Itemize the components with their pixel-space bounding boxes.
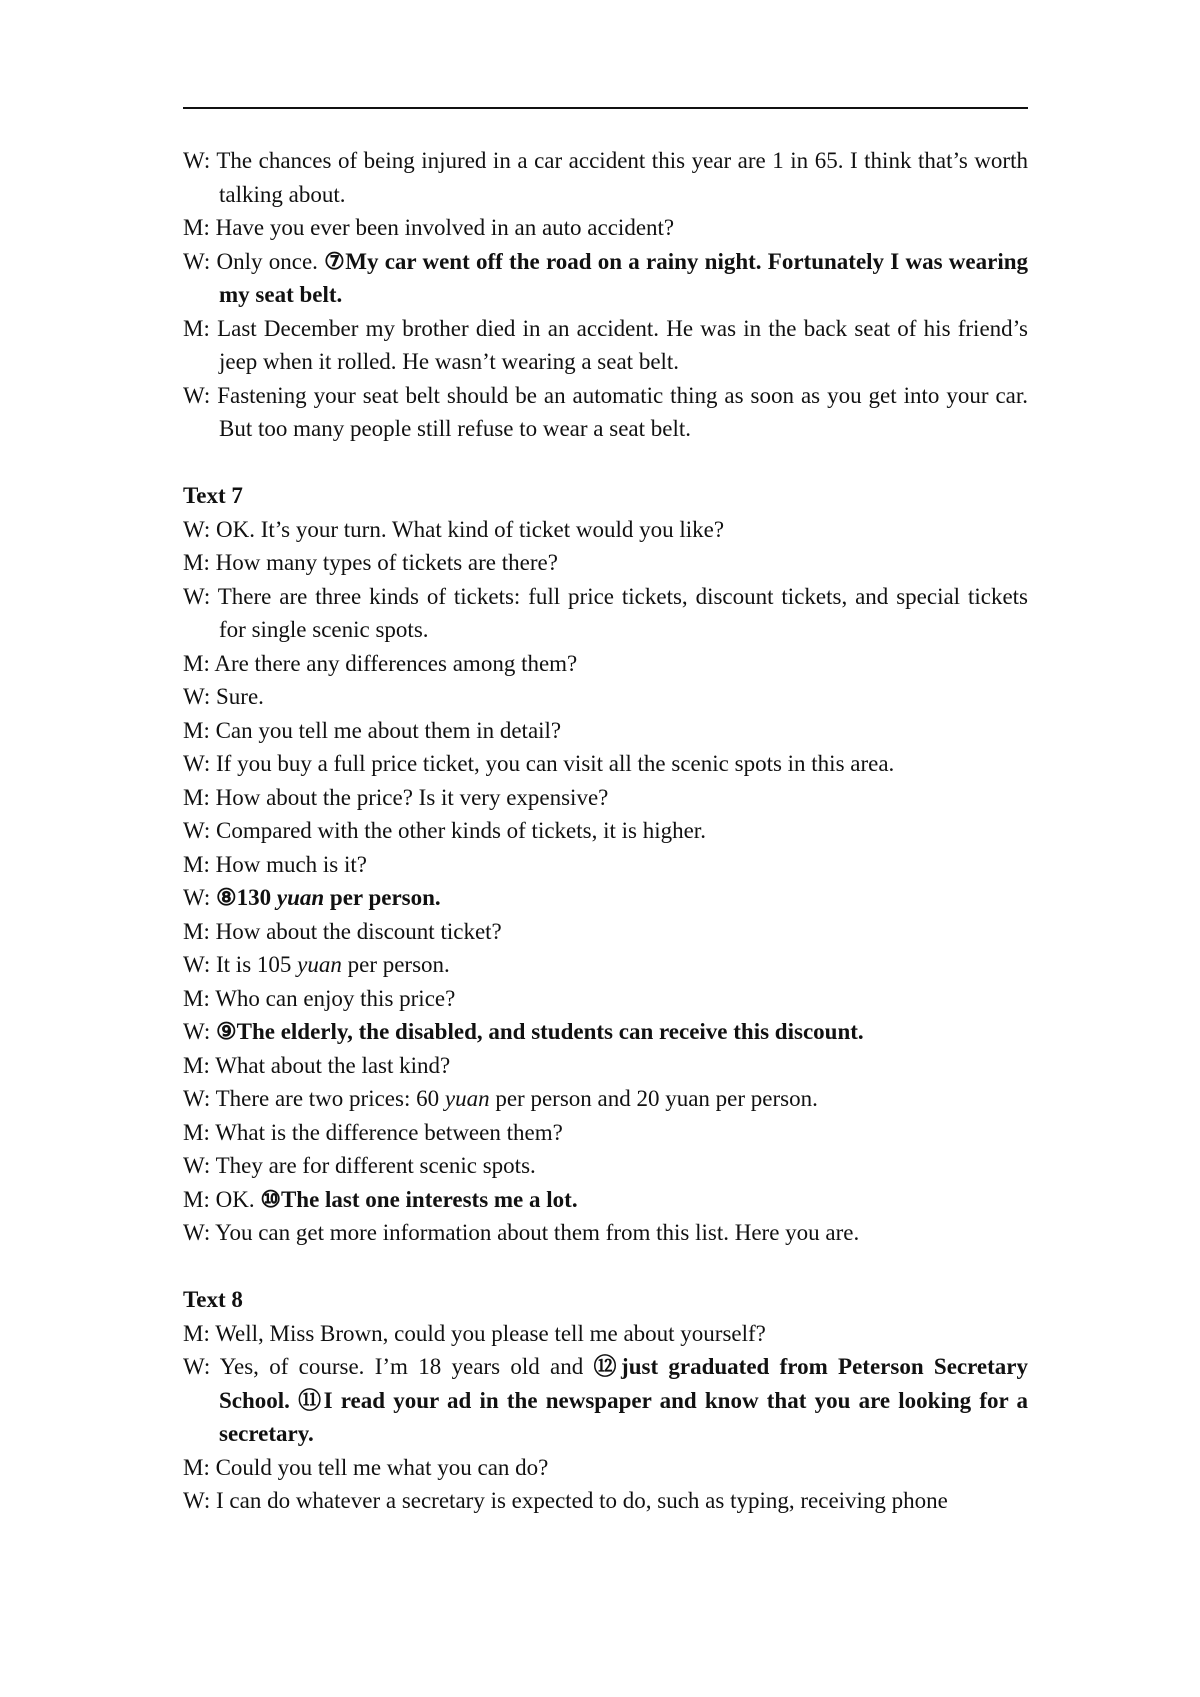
dialogue-line xyxy=(183,1484,1028,1518)
dialogue-line xyxy=(183,144,1028,211)
speaker-label: W: xyxy=(183,751,211,776)
dialogue-text: OK. xyxy=(215,1186,261,1212)
speaker-label: M: xyxy=(183,215,210,240)
speaker-label: M: xyxy=(183,985,210,1011)
dialogue-line xyxy=(183,982,1028,1016)
speaker-label: M: xyxy=(183,1052,210,1078)
dialogue-line xyxy=(183,848,1028,882)
speaker-label: M: xyxy=(183,784,210,810)
dialogue-line xyxy=(183,1116,1028,1150)
dialogue-text: How much is it? xyxy=(215,851,367,877)
dialogue-text: per person and 20 yuan per person. xyxy=(489,1086,818,1111)
dialogue-text: yuan xyxy=(444,1086,490,1111)
speaker-label: W: xyxy=(183,1019,211,1044)
emphasized-answer-text: ⑦My car went off the road on a rainy night. Fortunately I was wearing my seat belt. xyxy=(219,248,1029,307)
dialogue-line xyxy=(183,714,1028,748)
dialogue-text: Compared with the other kinds of tickets, it is higher. xyxy=(216,818,706,843)
dialogue-line xyxy=(183,948,1028,982)
section-heading-text8: Text 8 xyxy=(183,1287,243,1312)
dialogue-line xyxy=(183,881,1028,915)
dialogue-line xyxy=(183,580,1028,647)
dialogue-text: Have you ever been involved in an auto accident? xyxy=(215,215,675,240)
emphasized-answer-text: yuan xyxy=(276,885,325,910)
dialogue-text: What is the difference between them? xyxy=(215,1119,563,1145)
dialogue-text: It is 105 xyxy=(216,952,298,977)
dialogue-block-text6 xyxy=(183,144,1028,446)
dialogue-text: If you buy a full price ticket, you can visit all the scenic spots in this area. xyxy=(216,751,895,776)
speaker-label: M: xyxy=(183,1119,210,1145)
dialogue-text: Well, Miss Brown, could you please tell me about yourself? xyxy=(215,1320,766,1346)
dialogue-line xyxy=(183,647,1028,681)
speaker-label: M: xyxy=(183,650,210,676)
speaker-label: M: xyxy=(183,1320,210,1346)
speaker-label: W: xyxy=(183,1354,211,1379)
dialogue-text: They are for different scenic spots. xyxy=(215,1153,536,1178)
dialogue-text: Can you tell me about them in detail? xyxy=(215,717,562,743)
emphasized-answer-text: ⑫just graduated from Peterson Secretary School. ⑪I read your ad in the newspaper and know that you are looking for a secretary. xyxy=(219,1354,1028,1446)
dialogue-line xyxy=(183,1317,1028,1351)
emphasized-answer-text: ⑨The elderly, the disabled, and students can receive this discount. xyxy=(216,1019,864,1044)
dialogue-text: yuan xyxy=(297,952,342,977)
speaker-label: W: xyxy=(183,583,211,609)
dialogue-line xyxy=(183,1183,1028,1217)
speaker-label: M: xyxy=(183,918,210,944)
speaker-label: W: xyxy=(183,818,211,843)
dialogue-line xyxy=(183,1350,1028,1451)
dialogue-line xyxy=(183,680,1028,714)
speaker-label: W: xyxy=(183,885,211,910)
dialogue-text: How many types of tickets are there? xyxy=(215,550,558,575)
dialogue-text: Could you tell me what you can do? xyxy=(215,1454,549,1480)
speaker-label: W: xyxy=(183,1488,211,1513)
dialogue-line xyxy=(183,747,1028,781)
dialogue-text: Last December my brother died in an accident. He was in the back seat of his friend’s jeep when it rolled. He wasn’t wearing a seat belt. xyxy=(217,315,1028,374)
speaker-label: M: xyxy=(183,315,210,341)
speaker-label: W: xyxy=(183,1153,211,1178)
dialogue-text: You can get more information about them from this list. Here you are. xyxy=(215,1220,860,1245)
speaker-label: W: xyxy=(183,148,211,173)
dialogue-line xyxy=(183,781,1028,815)
dialogue-line xyxy=(183,379,1028,446)
header-rule xyxy=(183,107,1028,109)
dialogue-text: How about the discount ticket? xyxy=(215,918,502,944)
section-gap xyxy=(183,1250,1028,1284)
speaker-label: W: xyxy=(183,382,211,408)
speaker-label: W: xyxy=(183,684,211,709)
dialogue-block-text8 xyxy=(183,1317,1028,1518)
transcript-content xyxy=(183,144,1028,1518)
dialogue-line xyxy=(183,1015,1028,1049)
speaker-label: M: xyxy=(183,1186,210,1212)
dialogue-line xyxy=(183,1216,1028,1250)
dialogue-text: per person. xyxy=(341,952,450,977)
dialogue-text: Sure. xyxy=(216,684,264,709)
emphasized-answer-text: ⑧130 xyxy=(216,885,277,910)
dialogue-text: I can do whatever a secretary is expected to do, such as typing, receiving phone xyxy=(216,1488,948,1513)
dialogue-line xyxy=(183,211,1028,245)
dialogue-text: Are there any differences among them? xyxy=(214,650,578,676)
speaker-label: M: xyxy=(183,851,210,877)
dialogue-text: The chances of being injured in a car accident this year are 1 in 65. I think that’s worth talking about. xyxy=(216,148,1028,207)
dialogue-line xyxy=(183,814,1028,848)
dialogue-text: What about the last kind? xyxy=(215,1052,451,1078)
dialogue-text: Who can enjoy this price? xyxy=(215,985,456,1011)
dialogue-text: OK. It’s your turn. What kind of ticket would you like? xyxy=(216,516,725,542)
speaker-label: W: xyxy=(183,1086,211,1111)
speaker-label: W: xyxy=(183,952,211,977)
dialogue-line xyxy=(183,245,1028,312)
dialogue-line xyxy=(183,546,1028,580)
speaker-label: M: xyxy=(183,550,210,575)
dialogue-line xyxy=(183,1082,1028,1116)
dialogue-text: Yes, of course. I’m 18 years old and xyxy=(219,1354,594,1379)
speaker-label: W: xyxy=(183,1220,211,1245)
dialogue-line xyxy=(183,915,1028,949)
speaker-label: W: xyxy=(183,516,211,542)
dialogue-text: Fastening your seat belt should be an automatic thing as soon as you get into your car. But too many people still refuse to wear a seat belt. xyxy=(217,382,1029,441)
dialogue-block-text7 xyxy=(183,513,1028,1250)
section-gap xyxy=(183,446,1028,480)
dialogue-line xyxy=(183,513,1028,547)
speaker-label: W: xyxy=(183,248,211,274)
dialogue-line xyxy=(183,1049,1028,1083)
emphasized-answer-text: ⑩The last one interests me a lot. xyxy=(260,1186,578,1212)
dialogue-line xyxy=(183,312,1028,379)
dialogue-line xyxy=(183,1149,1028,1183)
dialogue-text: There are two prices: 60 xyxy=(215,1086,445,1111)
dialogue-line xyxy=(183,1451,1028,1485)
dialogue-text: How about the price? Is it very expensive? xyxy=(215,784,609,810)
section-heading-text7: Text 7 xyxy=(183,483,243,508)
speaker-label: M: xyxy=(183,717,210,743)
dialogue-text: There are three kinds of tickets: full price tickets, discount tickets, and special tickets for single scenic spots. xyxy=(217,583,1028,642)
speaker-label: M: xyxy=(183,1454,210,1480)
dialogue-text: Only once. xyxy=(216,248,325,274)
emphasized-answer-text: per person. xyxy=(324,885,441,910)
